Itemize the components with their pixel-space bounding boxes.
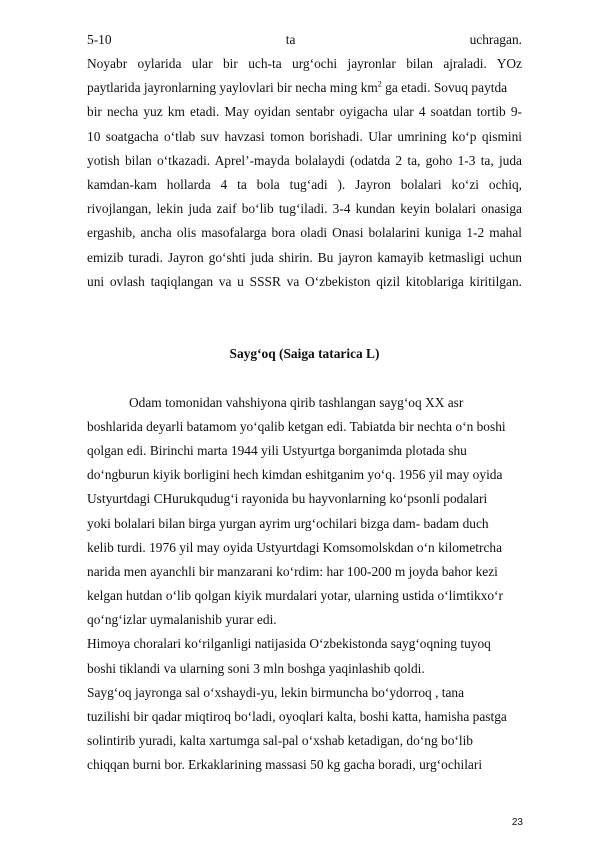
text-line: emizib turadi. Jayron go‘shti juda shirin. Bu jayron kamayib ketmasligi uchun [87,250,522,265]
text-line: qolgan edi. Birinchi marta 1944 yili Ustyurtga borganimda plotada shu [87,443,467,458]
text-line: yotish bilan o‘tkazadi. Aprel’-mayda bolalaydi (odatda 2 ta, goho 1-3 ta, juda [87,153,522,168]
text-fragment: ga etadi. Sovuq paytda [381,80,508,95]
text-line: chiqqan burni bor. Erkaklarining massasi 50 kg gacha boradi, urg‘ochilari [87,757,483,772]
text-line: yoki bolalari bilan birga yurgan ayrim urg‘ochilari bizga dam- badam duch [87,516,489,531]
text-line: kelgan hutdan o‘lib qolgan kiyik murdalari yotar, ularning ustida o‘limtikxo‘r [87,588,503,603]
text-fragment: uchragan. [469,32,522,47]
text-line: tuzilishi bir qadar miqtiroq bo‘ladi, oyoqlari kalta, boshi katta, hamisha pastga [87,709,507,724]
text-line: Ustyurtdagi CHurukqudug‘i rayonida bu hayvonlarning ko‘psonli podalari [87,491,488,506]
text-fragment: ta [285,32,296,47]
text-line: solintirib yuradi, kalta xartumga sal-pal o‘xshab ketadigan, do‘ng bo‘lib [87,733,474,748]
text-fragment: 5-10 [87,32,112,47]
text-line: Odam tomonidan vahshiyona qirib tashlangan sayg‘oq XX asr [129,395,464,410]
text-line: kelib turdi. 1976 yil may oyida Ustyurtdagi Komsomolskdan o‘n kilometrcha [87,540,503,555]
section-heading: Sayg‘oq (Saiga tatarica L) [229,346,380,361]
page-number: 23 [511,817,523,828]
text-fragment: paytlarida jayronlarning yaylovlari bir necha ming km [87,80,378,95]
text-line: rivojlangan, lekin juda zaif bo‘lib tug‘iladi. 3-4 kundan keyin bolalari onasiga [87,201,522,216]
text-line [87,80,522,96]
text-line: uni ovlash taqiqlangan va u SSSR va O‘zbekiston qizil kitoblariga kiritilgan. [87,274,522,289]
text-line: Sayg‘oq jayronga sal o‘xshaydi-yu, lekin birmuncha bo‘ydorroq , tana [87,685,465,700]
text-line: do‘ngburun kiyik borligini hech kimdan eshitganim yo‘q. 1956 yil may oyida [87,467,503,482]
text-line: narida men ayanchli bir manzarani ko‘rdim: har 100-200 m joyda bahor kezi [87,564,498,579]
text-line: qo‘ng‘izlar uymalanishib yurar edi. [87,612,277,627]
text-line [87,32,522,48]
text-line: boshi tiklandi va ularning soni 3 mln boshga yaqinlashib qoldi. [87,661,425,676]
text-line: ergashib, ancha olis masofalarga bora oladi Onasi bolalarini kuniga 1-2 mahal [87,225,522,240]
text-line: Noyabr oylarida ular bir uch-ta urg‘ochi jayronlar bilan ajraladi. YOz [87,56,522,71]
text-line: boshlarida deyarli batamom yo‘qalib ketgan edi. Tabiatda bir nechta o‘n boshi [87,419,506,434]
superscript: 2 [377,79,382,89]
text-line: 10 soatgacha o‘tlab suv havzasi tomon borishadi. Ular umrining ko‘p qismini [87,129,522,144]
text-line: bir necha yuz km etadi. May oyidan sentabr oyigacha ular 4 soatdan tortib 9- [87,104,522,119]
text-line: kamdan-kam hollarda 4 ta bola tug‘adi ). Jayron bolalari ko‘zi ochiq, [87,177,522,192]
text-line: Himoya choralari ko‘rilganligi natijasida O‘zbekistonda sayg‘oqning tuyoq [87,636,491,651]
